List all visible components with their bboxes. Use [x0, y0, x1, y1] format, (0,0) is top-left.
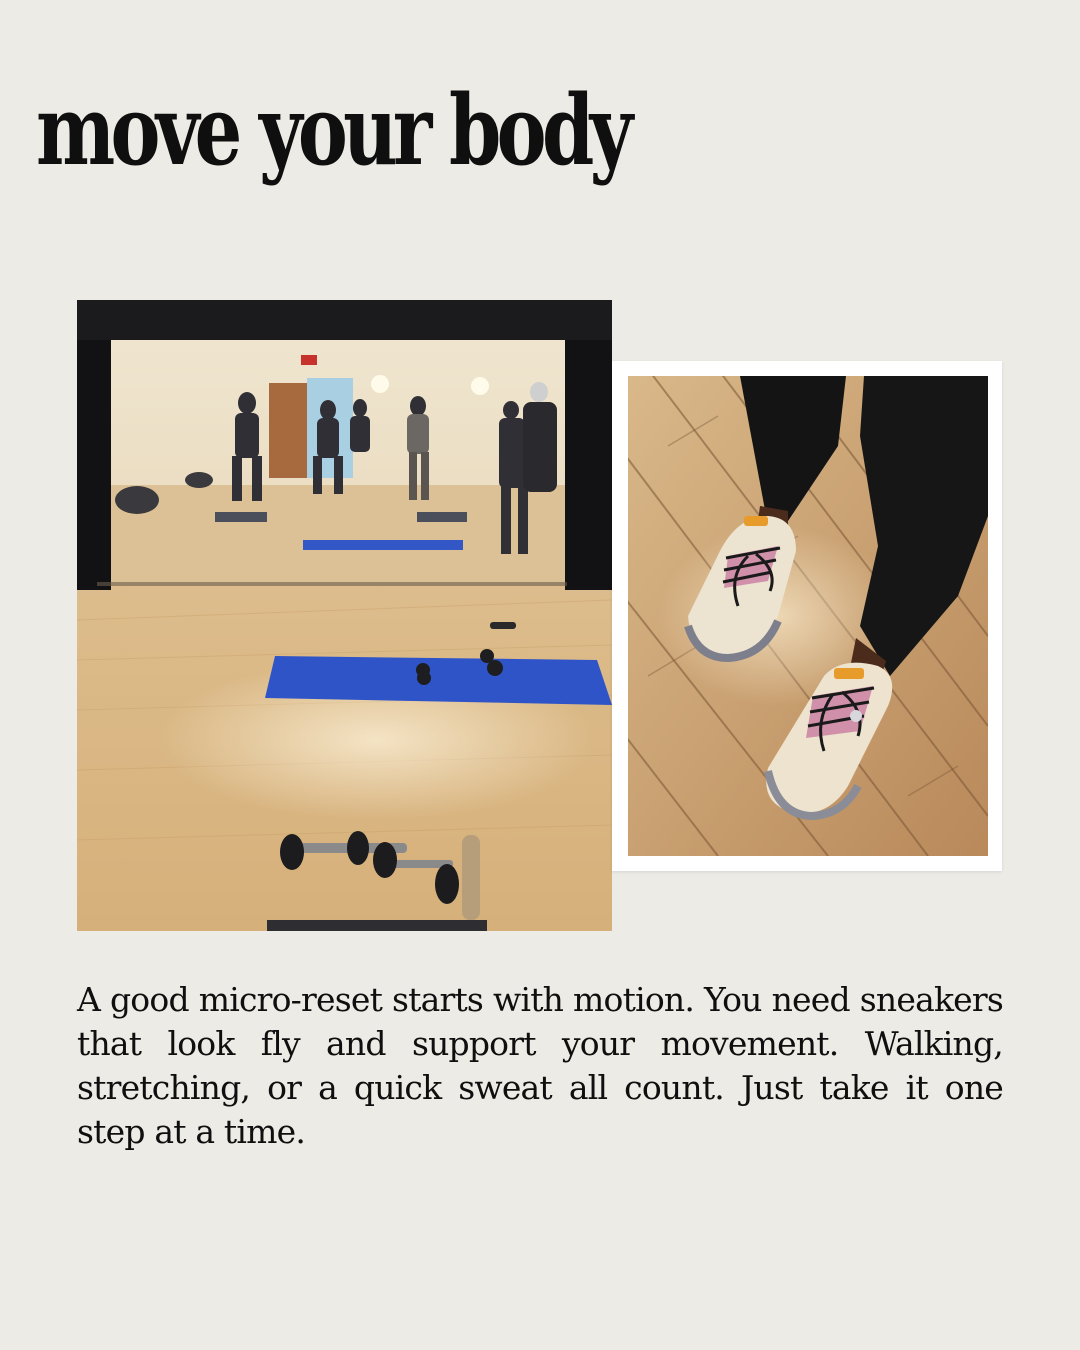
body-paragraph: A good micro-reset starts with motion. You need sneakers that look fly and support your movement. Walking, stretching, or a quick sweat all count. Just take it one step at a time.: [77, 980, 1003, 1151]
sneakers-photo: [628, 376, 988, 856]
page-title: move your body: [36, 74, 629, 187]
gym-class-photo: [77, 300, 612, 931]
